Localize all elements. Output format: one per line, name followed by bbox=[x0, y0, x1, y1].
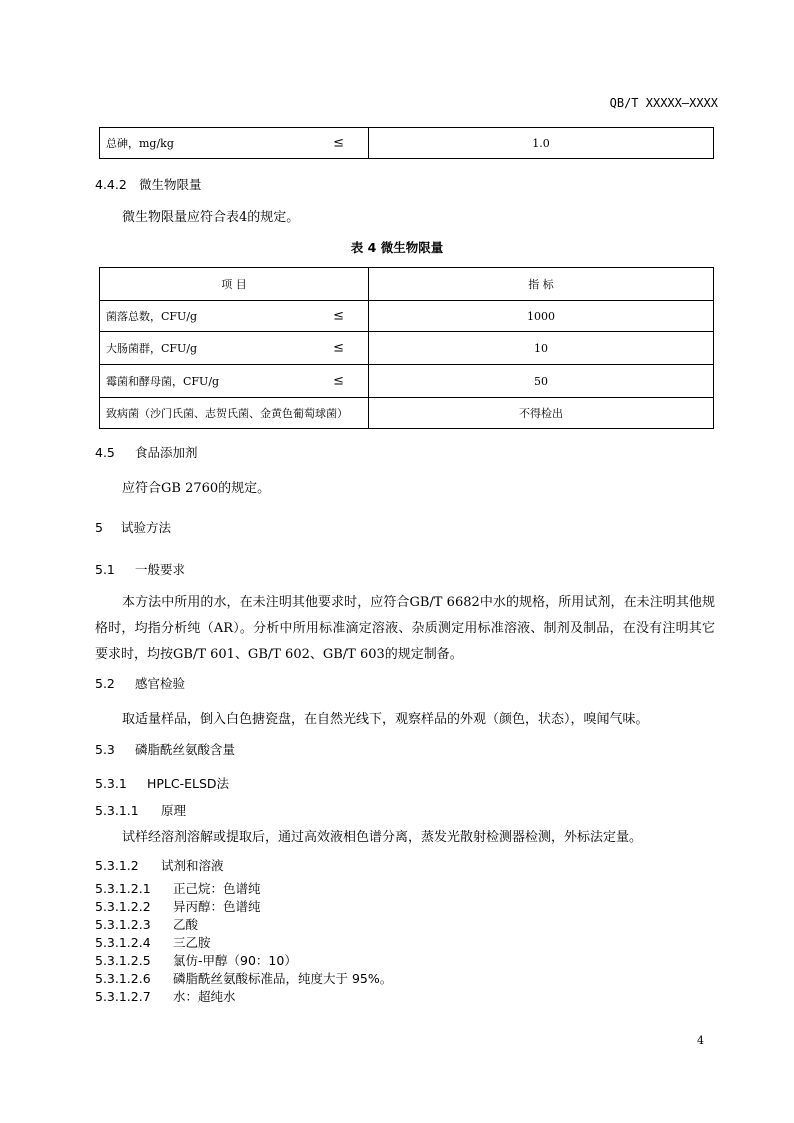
list-item bbox=[95, 933, 211, 951]
item-text: 异丙醇：色谱纯 bbox=[173, 899, 261, 914]
table-row bbox=[100, 128, 714, 159]
item-text: 乙酸 bbox=[173, 917, 199, 932]
section-title: 试剂和溶液 bbox=[160, 858, 224, 873]
section-number: 5.2 bbox=[95, 676, 115, 691]
item-number: 5.3.1.2.4 bbox=[95, 935, 151, 950]
page-number: 4 bbox=[697, 1034, 704, 1047]
table3-tail bbox=[99, 127, 714, 159]
section-number: 4.4.2 bbox=[95, 177, 127, 192]
section-heading-5-1 bbox=[95, 560, 185, 578]
section-title: 感官检验 bbox=[134, 676, 185, 691]
table-cell-value: 1000 bbox=[369, 301, 714, 332]
section-heading-4-4-2 bbox=[95, 175, 202, 193]
item-number: 5.3.1.2.2 bbox=[95, 899, 151, 914]
table-row bbox=[100, 332, 714, 365]
section-number: 5.3.1.2 bbox=[95, 858, 139, 873]
section-number: 5.3.1 bbox=[95, 776, 127, 791]
paragraph: 试样经溶剂溶解或提取后，通过高效液相色谱分离，蒸发光散射检测器检测，外标法定量。 bbox=[122, 830, 643, 845]
item-text: 三乙胺 bbox=[173, 935, 211, 950]
paragraph: 取适量样品，倒入白色搪瓷盘，在自然光线下，观察样品的外观（颜色，状态），嗅闻气味。 bbox=[122, 712, 649, 727]
table-cell-name bbox=[100, 398, 369, 429]
section-title: 食品添加剂 bbox=[134, 445, 198, 460]
list-item bbox=[95, 951, 297, 969]
list-item bbox=[95, 879, 261, 897]
item-name: 致病菌（沙门氏菌、志贺氏菌、金黄色葡萄球菌） bbox=[106, 407, 348, 420]
section-title: 原理 bbox=[160, 803, 186, 818]
item-number: 5.3.1.2.1 bbox=[95, 881, 151, 896]
item-name: 霉菌和酵母菌，CFU/g bbox=[106, 375, 220, 388]
section-title: HPLC-ELSD法 bbox=[146, 776, 230, 791]
section-heading-5 bbox=[95, 518, 171, 536]
list-item bbox=[95, 915, 198, 933]
section-title: 一般要求 bbox=[134, 562, 185, 577]
list-item bbox=[95, 969, 392, 987]
document-code: QB/T XXXXX—XXXX bbox=[609, 96, 718, 110]
column-header-value: 指 标 bbox=[369, 268, 714, 301]
table-cell-name bbox=[100, 128, 369, 159]
item-number: 5.3.1.2.6 bbox=[95, 971, 151, 986]
item-text: 正己烷：色谱纯 bbox=[173, 881, 261, 896]
list-item bbox=[95, 987, 236, 1005]
section-heading-4-5 bbox=[95, 443, 198, 461]
table-cell-value: 10 bbox=[369, 332, 714, 365]
table-row bbox=[100, 301, 714, 332]
table-cell-name bbox=[100, 332, 369, 365]
table-row bbox=[100, 365, 714, 398]
section-heading-5-3-1-1 bbox=[95, 801, 186, 819]
table-cell-value: 50 bbox=[369, 365, 714, 398]
section-heading-5-3 bbox=[95, 740, 235, 758]
section-number: 5.1 bbox=[95, 562, 115, 577]
item-text: 氯仿-甲醇（90：10） bbox=[173, 953, 297, 968]
paragraph: 微生物限量应符合表4的规定。 bbox=[122, 210, 300, 225]
table-cell-value: 1.0 bbox=[369, 128, 714, 159]
section-heading-5-3-1-2 bbox=[95, 856, 224, 874]
leq-symbol: ≤ bbox=[333, 135, 344, 151]
item-number: 5.3.1.2.3 bbox=[95, 917, 151, 932]
leq-symbol: ≤ bbox=[333, 340, 344, 356]
table-cell-name bbox=[100, 301, 369, 332]
list-item bbox=[95, 897, 261, 915]
item-number: 5.3.1.2.7 bbox=[95, 989, 151, 1004]
section-heading-5-3-1 bbox=[95, 774, 229, 792]
item-text: 水：超纯水 bbox=[173, 989, 236, 1004]
section-number: 4.5 bbox=[95, 445, 115, 460]
item-name: 大肠菌群，CFU/g bbox=[106, 342, 198, 355]
section-title: 磷脂酰丝氨酸含量 bbox=[134, 742, 235, 757]
section-title: 试验方法 bbox=[120, 520, 171, 535]
table4-microbial-limits bbox=[99, 267, 714, 429]
table-header-row bbox=[100, 268, 714, 301]
leq-symbol: ≤ bbox=[333, 308, 344, 324]
section-number: 5.3 bbox=[95, 742, 115, 757]
table-cell-value: 不得检出 bbox=[369, 398, 714, 429]
section-title: 微生物限量 bbox=[138, 177, 202, 192]
paragraph: 应符合GB 2760的规定。 bbox=[122, 481, 271, 496]
leq-symbol: ≤ bbox=[333, 373, 344, 389]
table-caption: 表 4 微生物限量 bbox=[350, 240, 444, 255]
column-header-item: 项 目 bbox=[100, 268, 369, 301]
section-number: 5.3.1.1 bbox=[95, 803, 139, 818]
table-cell-name bbox=[100, 365, 369, 398]
item-name: 菌落总数，CFU/g bbox=[106, 310, 198, 323]
section-heading-5-2 bbox=[95, 674, 185, 692]
paragraph: 本方法中所用的水，在未注明其他要求时，应符合GB/T 6682中水的规格，所用试剂，在未注明其他规格时，均指分析纯（AR）。分析中所用标准滴定溶液、杂质测定用标准溶液、制剂及制品，在没有注明其它要求时，均按GB/T 601、GB/T 602、GB/T 603的规定制备。 bbox=[95, 595, 715, 662]
section-number: 5 bbox=[95, 520, 103, 535]
item-name: 总砷，mg/kg bbox=[106, 137, 174, 150]
table-row bbox=[100, 398, 714, 429]
item-text: 磷脂酰丝氨酸标准品，纯度大于 95%。 bbox=[173, 971, 393, 986]
item-number: 5.3.1.2.5 bbox=[95, 953, 151, 968]
